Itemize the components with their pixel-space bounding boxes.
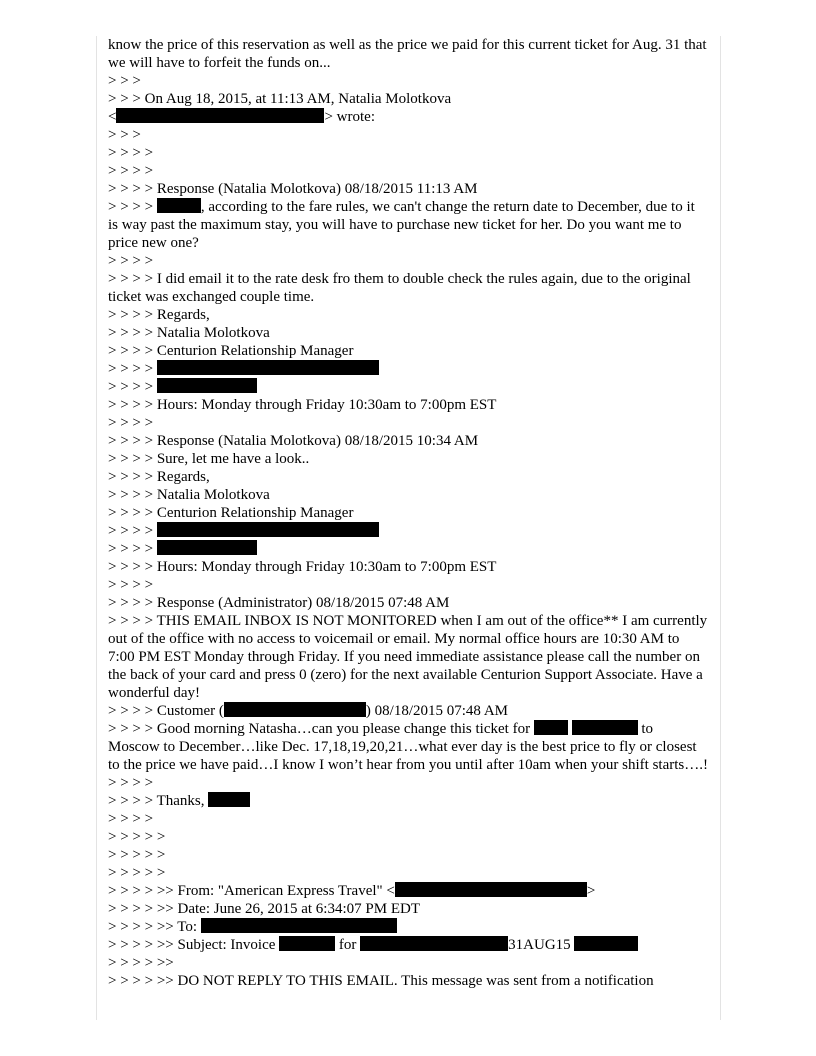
redaction-box xyxy=(534,720,568,735)
text-line: > > > > Response (Natalia Molotkova) 08/18/2015 10:34 AM xyxy=(108,433,479,449)
text-line: > > > > >> Date: June 26, 2015 at 6:34:07 PM EDT xyxy=(108,901,420,917)
text-line: > > > > Natalia Molotkova xyxy=(108,325,270,341)
text-line: > > > > Response (Administrator) 08/18/2015 07:48 AM xyxy=(108,595,450,611)
redaction-box xyxy=(157,198,201,213)
text-line: > > > > >> DO NOT REPLY TO THIS EMAIL. This message was sent from a notification xyxy=(108,973,654,989)
text-line: > > > > Response (Natalia Molotkova) 08/18/2015 11:13 AM xyxy=(108,181,478,197)
text-line: > > > > Natalia Molotkova xyxy=(108,487,270,503)
text-line: > > > > xyxy=(108,577,154,593)
text-line: > > > On Aug 18, 2015, at 11:13 AM, Natalia Molotkova xyxy=(108,91,452,107)
text-line: > > > > THIS EMAIL INBOX IS NOT MONITORED when I am out of the office** I am currently out of the office with no access to voicemail or email. My normal office hours are 10:30 AM to 7:00 PM EST Monday through Friday. If you need immediate assistance please call the number on the back of your card and press 0 (zero) for the next available Centurion Support Associate. Have a wonderful day! xyxy=(108,613,711,701)
text-line: know the price of this reservation as well as the price we paid for this current ticket for Aug. 31 that we will have to forfeit the funds on... xyxy=(108,37,711,71)
text-line: > > > > > xyxy=(108,847,166,863)
text-segment: < xyxy=(108,109,117,125)
text-segment: > > > > Customer ( xyxy=(108,703,224,719)
text-line: > > > > I did email it to the rate desk fro them to double check the rules again, due to the original ticket was exchanged couple time. xyxy=(108,271,695,305)
text-line xyxy=(108,792,708,810)
redaction-box xyxy=(208,792,250,807)
redaction-box xyxy=(574,936,638,951)
redaction-box xyxy=(201,918,397,933)
text-line: > > > > Hours: Monday through Friday 10:30am to 7:00pm EST xyxy=(108,397,497,413)
text-line: > > > > xyxy=(108,775,154,791)
redaction-box xyxy=(395,882,587,897)
text-line: > > > xyxy=(108,127,141,143)
text-segment: for xyxy=(335,937,361,953)
text-segment: > > > > Good morning Natasha…can you please change this ticket for xyxy=(108,721,534,737)
text-segment: > > > > xyxy=(108,523,157,539)
redaction-box xyxy=(360,936,508,951)
text-line: > > > > Centurion Relationship Manager xyxy=(108,343,354,359)
text-line xyxy=(108,936,708,954)
text-line xyxy=(108,882,708,900)
text-line xyxy=(108,360,708,378)
text-line: > > > > xyxy=(108,163,154,179)
text-line: > > > > xyxy=(108,811,154,827)
text-line xyxy=(108,720,708,774)
text-line: > > > > Sure, let me have a look.. xyxy=(108,451,310,467)
text-line: > > > > Regards, xyxy=(108,469,210,485)
redaction-box xyxy=(572,720,638,735)
text-segment: 31AUG15 xyxy=(508,937,575,953)
redaction-box xyxy=(116,108,324,123)
text-segment: > > > > >> From: "American Express Travel" < xyxy=(108,883,395,899)
text-line: > > > > > xyxy=(108,865,166,881)
text-line xyxy=(108,918,708,936)
text-segment: > > > > >> To: xyxy=(108,919,201,935)
email-thread xyxy=(108,36,711,990)
text-line: > > > > Centurion Relationship Manager xyxy=(108,505,354,521)
text-line: > > > > > xyxy=(108,829,166,845)
text-line xyxy=(108,522,708,540)
text-line: > > > > Hours: Monday through Friday 10:30am to 7:00pm EST xyxy=(108,559,497,575)
text-line: > > > > xyxy=(108,253,154,269)
text-segment: > > > > xyxy=(108,541,157,557)
text-line: > > > > >> xyxy=(108,955,174,971)
text-line xyxy=(108,108,708,126)
text-line: > > > > Regards, xyxy=(108,307,210,323)
text-line xyxy=(108,198,708,252)
text-segment: > xyxy=(586,883,596,899)
redaction-box xyxy=(157,360,379,375)
text-segment: , according to the fare rules, we can't change the return date to December, due to it is way past the maximum stay, you will have to purchase new ticket for her. Do you want me to price new one? xyxy=(108,199,699,251)
redaction-box xyxy=(157,540,257,555)
text-segment: > > > > xyxy=(108,379,157,395)
redaction-box xyxy=(224,702,366,717)
redaction-box xyxy=(157,378,257,393)
text-segment: ) 08/18/2015 07:48 AM xyxy=(365,703,509,719)
redaction-box xyxy=(279,936,335,951)
text-line xyxy=(108,702,708,720)
text-segment: to Moscow to December…like Dec. 17,18,19,20,21…what ever day is the best price to fly or closest to the price we have paid…I know I won’t hear from you until after 10am when your shift starts….! xyxy=(108,721,708,773)
text-segment: > wrote: xyxy=(324,109,375,125)
text-line: > > > > xyxy=(108,145,154,161)
text-segment: > > > > xyxy=(108,199,157,215)
text-segment: > > > > >> Subject: Invoice xyxy=(108,937,280,953)
text-line xyxy=(108,540,708,558)
text-line: > > > xyxy=(108,73,141,89)
text-segment: > > > > xyxy=(108,361,157,377)
text-line xyxy=(108,378,708,396)
text-line: > > > > xyxy=(108,415,154,431)
text-segment: > > > > Thanks, xyxy=(108,793,209,809)
redaction-box xyxy=(157,522,379,537)
